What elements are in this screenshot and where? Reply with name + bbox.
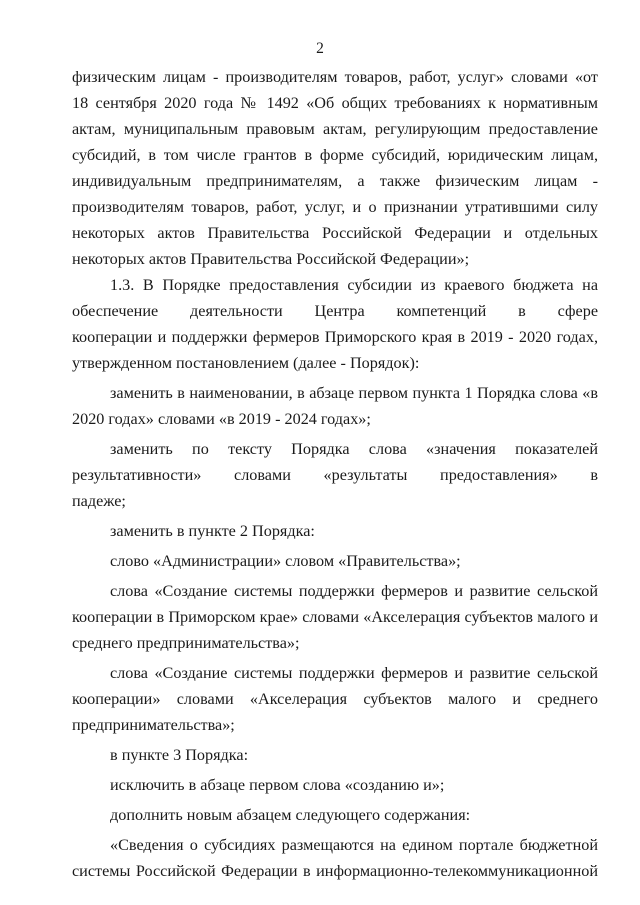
text-line: предпринимательства»; — [72, 716, 235, 734]
text-line: заменить по тексту Порядка слова «значения показателей — [110, 440, 598, 458]
section-heading-line: 1.3. В Порядке предоставления субсидии из краевого бюджета на — [110, 276, 598, 294]
text-line: заменить в пункте 2 Порядка: — [110, 522, 315, 540]
page-number: 2 — [316, 40, 324, 57]
text-line: слова «Создание системы поддержки фермеров и развитие сельской — [110, 664, 598, 682]
document-body — [72, 64, 598, 884]
text-line: кооперации в Приморском крае» словами «Акселерация субъектов малого и — [72, 608, 598, 626]
text-line: кооперации» словами «Акселерация субъектов малого и среднего — [72, 690, 598, 708]
text-line: некоторых актов Правительства Российской Федерации и отдельных — [72, 224, 598, 242]
text-line: «Сведения о субсидиях размещаются на едином портале бюджетной — [110, 836, 598, 854]
text-line: утвержденном постановлением (далее - Порядок): — [72, 354, 420, 372]
text-line: производителям товаров, работ, услуг, и о признании утратившими силу — [72, 198, 598, 216]
text-line: в пункте 3 Порядка: — [110, 746, 249, 764]
text-line: 18 сентября 2020 года № 1492 «Об общих требованиях к нормативным — [72, 94, 598, 112]
text-line: актам, муниципальным правовым актам, регулирующим предоставление — [72, 120, 598, 138]
text-line: 2020 годах» словами «в 2019 - 2024 годах»; — [72, 410, 371, 428]
text-line: субсидий, в том числе грантов в форме субсидий, юридическим лицам, — [72, 146, 598, 164]
text-line: результативности» словами «результаты предоставления» в — [72, 466, 598, 484]
text-line: системы Российской Федерации в информационно-телекоммуникационной — [72, 862, 598, 880]
text-line: кооперации и поддержки фермеров Приморского края в 2019 - 2020 годах, — [72, 328, 598, 346]
text-line: дополнить новым абзацем следующего содержания: — [110, 806, 471, 824]
text-line: индивидуальным предпринимателям, а также физическим лицам - — [72, 172, 598, 190]
text-line: слово «Администрации» словом «Правительства»; — [110, 552, 461, 570]
text-line: среднего предпринимательства»; — [72, 634, 300, 652]
text-line: физическим лицам - производителям товаров, работ, услуг» словами «от — [72, 68, 598, 86]
text-line: некоторых актов Правительства Российской Федерации»; — [72, 250, 470, 268]
text-line: обеспечение деятельности Центра компетенций в сфере — [72, 302, 598, 320]
text-line: слова «Создание системы поддержки фермеров и развитие сельской — [110, 582, 598, 600]
text-line: исключить в абзаце первом слова «созданию и»; — [110, 776, 445, 794]
text-line: падеже; — [72, 492, 126, 510]
text-line: заменить в наименовании, в абзаце первом пункта 1 Порядка слова «в — [110, 384, 598, 402]
